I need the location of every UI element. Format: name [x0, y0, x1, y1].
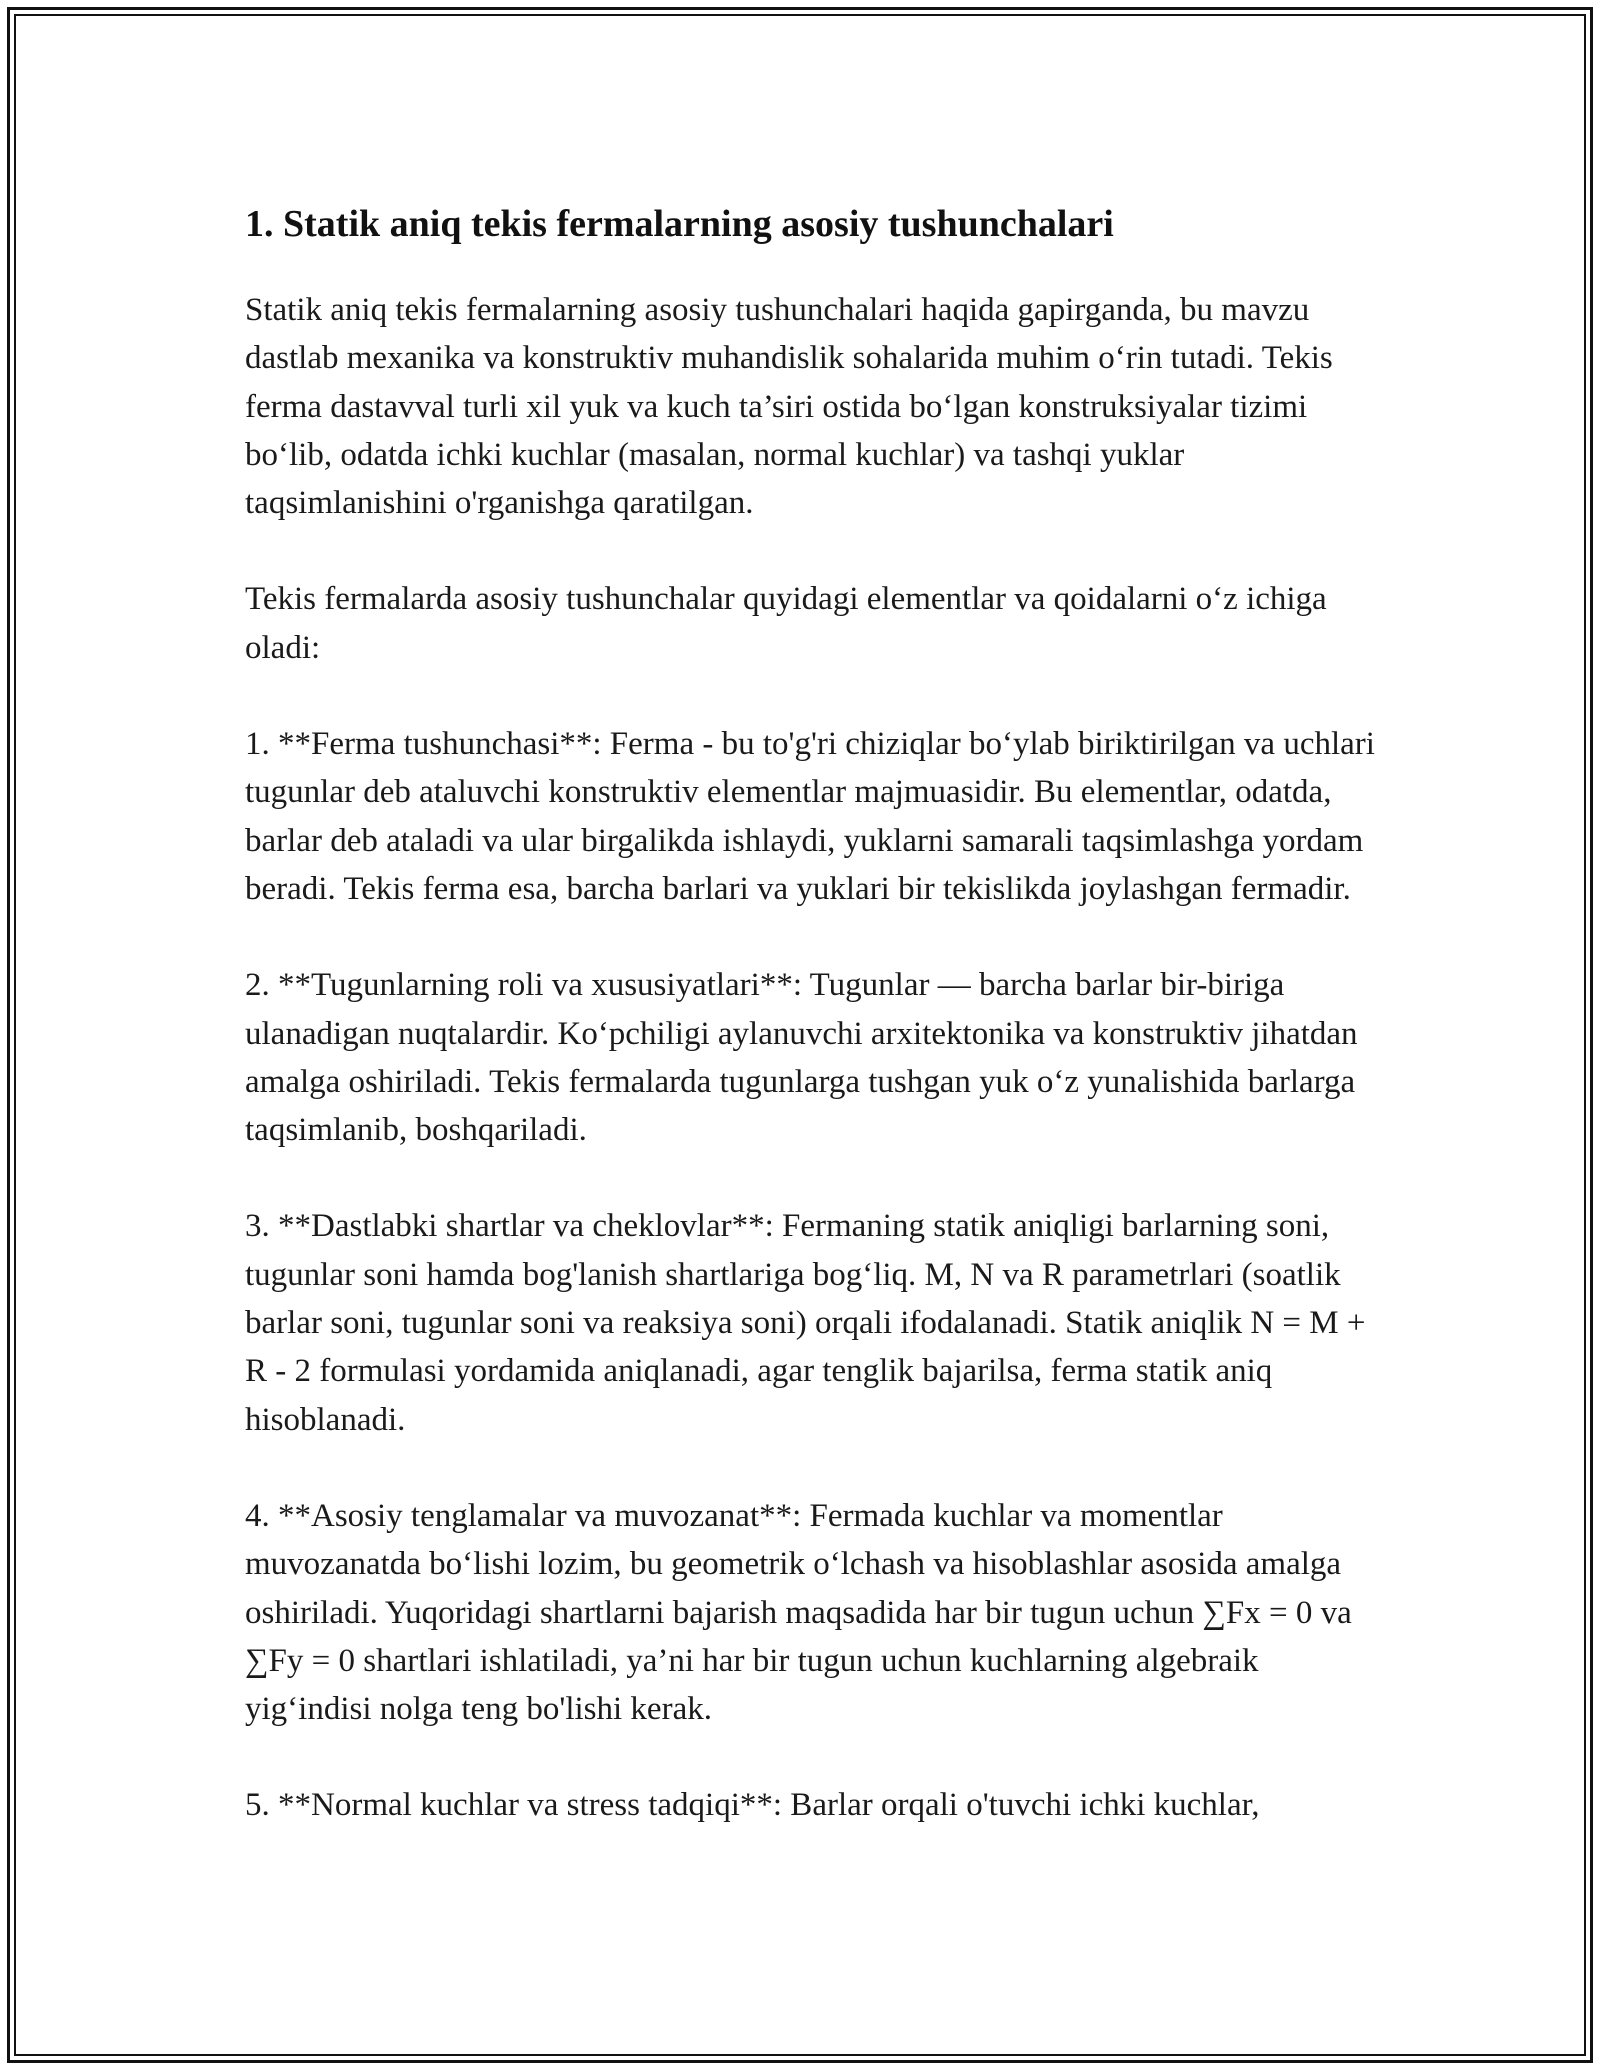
list-item-1-paragraph: 1. **Ferma tushunchasi**: Ferma - bu to'g'ri chiziqlar bo‘ylab biriktirilgan va uchlari tugunlar deb ataluvchi konstruktiv elementlar majmuasidir. Bu elementlar, odatda, barlar deb ataladi va ular birgalikda ishlaydi, yuklarni samarali taqsimlashga yordam beradi. Tekis ferma esa, barcha barlari va yuklari bir tekislikda joylashgan fermadir.	[245, 726, 1375, 907]
list-item-5-paragraph: 5. **Normal kuchlar va stress tadqiqi**: Barlar orqali o'tuvchi ichki kuchlar,	[245, 1787, 1260, 1824]
section-title: 1. Statik aniq tekis fermalarning asosiy tushunchalari	[245, 203, 1114, 245]
page-frame	[7, 7, 1593, 2063]
list-item-4-paragraph: 4. **Asosiy tenglamalar va muvozanat**: Fermada kuchlar va momentlar muvozanatda bo‘lishi lozim, bu geometrik o‘lchash va hisoblashlar asosida amalga oshiriladi. Yuqoridagi shartlarni bajarish maqsadida har bir tugun uchun ∑Fx = 0 va ∑Fy = 0 shartlari ishlatiladi, ya’ni har bir tugun uchun kuchlarning algebraik yig‘indisi nolga teng bo'lishi kerak.	[245, 1497, 1352, 1728]
list-intro-paragraph: Tekis fermalarda asosiy tushunchalar quyidagi elementlar va qoidalarni o‘z ichiga oladi:	[245, 581, 1327, 666]
list-item-2-paragraph: 2. **Tugunlarning roli va xususiyatlari**: Tugunlar — barcha barlar bir-biriga ulanadigan nuqtalardir. Ko‘pchiligi aylanuvchi arxitektonika va konstruktiv jihatdan amalga oshiriladi. Tekis fermalarda tugunlarga tushgan yuk o‘z yunalishida barlarga taqsimlanib, boshqariladi.	[245, 967, 1358, 1149]
document-body	[245, 196, 1385, 1878]
intro-paragraph: Statik aniq tekis fermalarning asosiy tushunchalari haqida gapirganda, bu mavzu dastlab mexanika va konstruktiv muhandislik sohalarida muhim o‘rin tutadi. Tekis ferma dastavval turli xil yuk va kuch ta’siri ostida bo‘lgan konstruksiyalar tizimi bo‘lib, odatda ichki kuchlar (masalan, normal kuchlar) va tashqi yuklar taqsimlanishini o'rganishga qaratilgan.	[245, 292, 1333, 522]
list-item-3-paragraph: 3. **Dastlabki shartlar va cheklovlar**: Fermaning statik aniqligi barlarning soni, tugunlar soni hamda bog'lanish shartlariga bog‘liq. M, N va R parametrlari (soatlik barlar soni, tugunlar soni va reaksiya soni) orqali ifodalanadi. Statik aniqlik N = M + R - 2 formulasi yordamida aniqlanadi, agar tenglik bajarilsa, ferma statik aniq hisoblanadi.	[245, 1208, 1366, 1438]
